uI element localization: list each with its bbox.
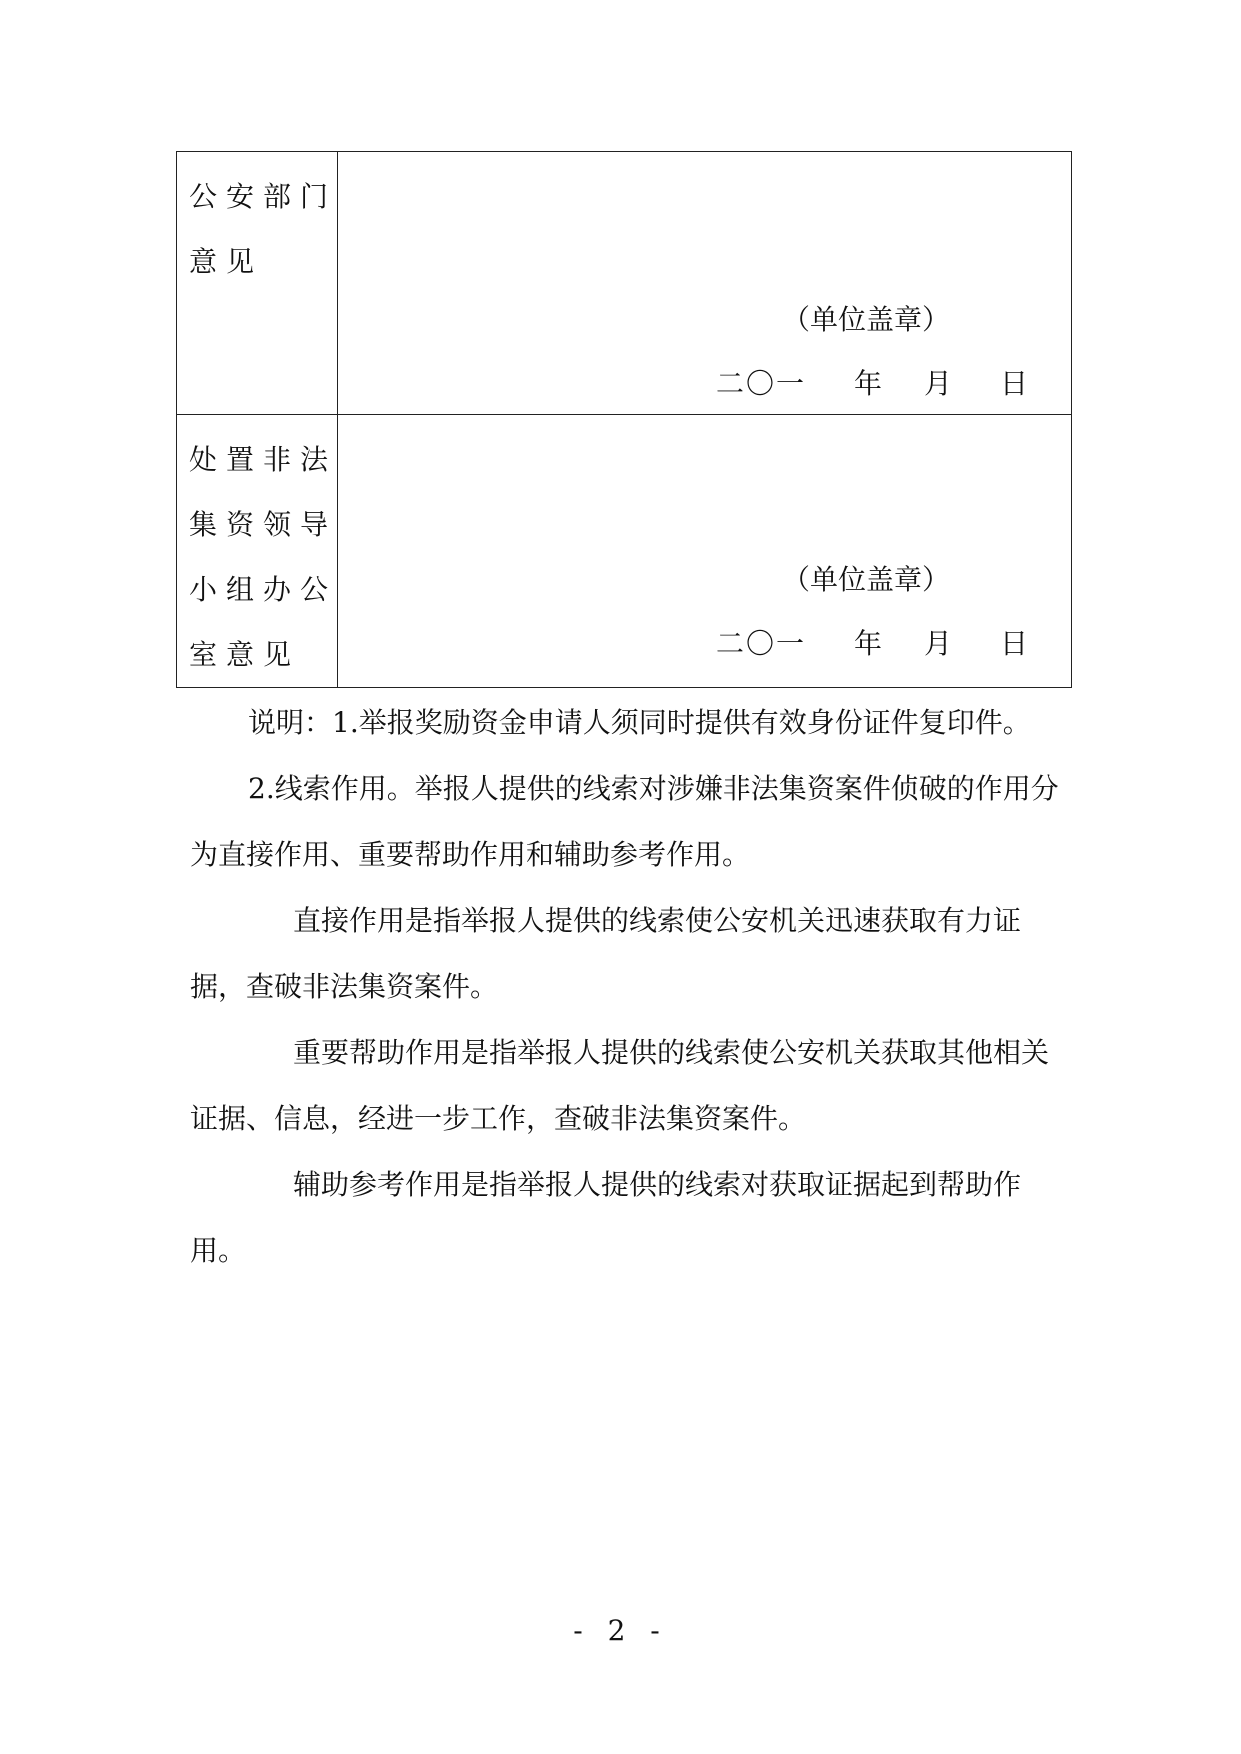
date-prefix: 二〇一 [716, 367, 807, 400]
unit-seal-text: （单位盖章） [782, 303, 951, 336]
label-line: 公安部门 [189, 180, 338, 213]
date-year: 年 [854, 627, 883, 660]
date-day: 日 [1000, 627, 1029, 660]
note-direct-effect: 直接作用是指举报人提供的线索使公安机关迅速获取有力证据，查破非法集资案件。 [190, 904, 1022, 1003]
note-auxiliary-reference: 辅助参考作用是指举报人提供的线索对获取证据起到帮助作用。 [190, 1168, 1022, 1267]
label-line: 意见 [189, 245, 264, 278]
page-number: - 2 - [573, 1614, 668, 1647]
label-line: 处置非法 [189, 443, 338, 476]
opinion-cell [338, 152, 1072, 415]
date-prefix: 二〇一 [716, 627, 807, 660]
opinion-form-table [176, 151, 1072, 688]
date-month: 月 [924, 627, 953, 660]
note-item-2: 2.线索作用。举报人提供的线索对涉嫌非法集资案件侦破的作用分为直接作用、重要帮助作用和辅助参考作用。 [190, 772, 1059, 871]
label-line: 室意见 [189, 638, 301, 671]
label-cell [177, 152, 338, 415]
label-line: 小组办公 [189, 573, 338, 606]
label-line: 集资领导 [189, 508, 338, 541]
date-year: 年 [854, 367, 883, 400]
notes-section [190, 690, 1070, 1284]
unit-seal-text: （单位盖章） [782, 563, 951, 596]
date-day: 日 [1000, 367, 1029, 400]
date-line [716, 362, 1040, 402]
note-intro: 说明：1.举报奖励资金申请人须同时提供有效身份证件复印件。 [248, 706, 1031, 739]
note-important-help: 重要帮助作用是指举报人提供的线索使公安机关获取其他相关证据、信息，经进一步工作，查破非法集资案件。 [190, 1036, 1050, 1135]
table-row-office-opinion [177, 415, 1072, 688]
date-line [716, 622, 1040, 662]
row-label [177, 415, 337, 687]
opinion-cell [338, 415, 1072, 688]
table-row-police-opinion [177, 152, 1072, 415]
date-month: 月 [924, 367, 953, 400]
row-label [177, 152, 337, 294]
label-cell [177, 415, 338, 688]
